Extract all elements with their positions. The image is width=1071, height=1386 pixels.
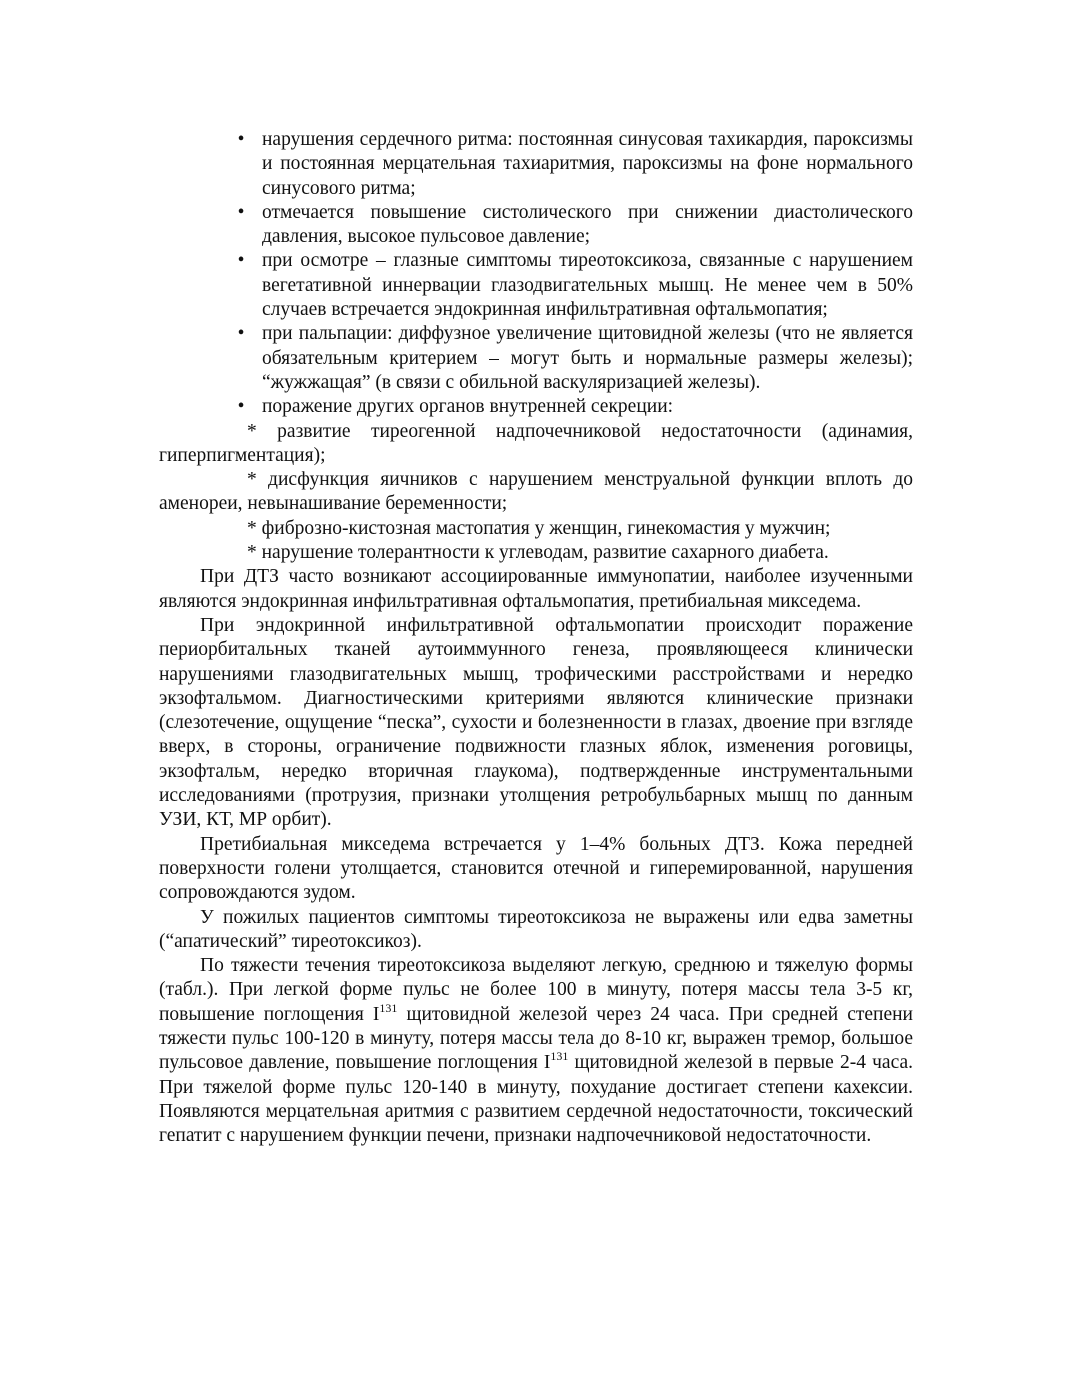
severity-text-2: щитовидной железой через 24 часа. При средней степени тяжести пульс 100-120 в минуту, потеря массы тела до 8-10 кг, выражен тремор, большое пульсовое давление, повышение поглощения I: [159, 1003, 913, 1074]
isotope-superscript: 131: [550, 1049, 569, 1064]
bullet-icon: •: [237, 396, 245, 418]
bullet-item: [159, 128, 913, 201]
bullet-item: [159, 201, 913, 250]
severity-text-1: По тяжести течения тиреотоксикоза выделяют легкую, среднюю и тяжелую формы (табл.). При легкой форме пульс не более 100 в минуту, потеря массы тела 3-5 кг, повышение поглощения I: [159, 955, 913, 1025]
sub-item: * развитие тиреогенной надпочечниковой недостаточности (адинамия, гиперпигментация);: [159, 420, 913, 466]
bullet-item: [159, 395, 913, 419]
bullet-list: [159, 128, 913, 420]
bullet-icon: •: [237, 323, 245, 345]
document-page: [159, 128, 913, 1148]
sub-item: * фиброзно-кистозная мастопатия у женщин, гинекомастия у мужчин;: [247, 517, 831, 539]
severity-text-3: щитовидной железой в первые 2-4 часа. При тяжелой форме пульс 120-140 в минуту, похудание достигает степени кахексии. Появляются мерцательная аритмия с развитием сердечной недостаточности, токсический гепатит с нарушением функции печени, признаки надпочечниковой недостаточности.: [159, 1052, 913, 1147]
bullet-text: при пальпации: диффузное увеличение щитовидной железы (что не является обязательным критерием – могут быть и нормальные размеры железы); “жужжащая” (в связи с обильной васкуляризацией железы).: [262, 323, 913, 393]
bullet-text: отмечается повышение систолического при снижении диастолического давления, высокое пульсовое давление;: [262, 201, 913, 248]
paragraph-myxedema: Претибиальная микседема встречается у 1–4% больных ДТЗ. Кожа передней поверхности голени утолщается, становится отечной и гиперемированной, нарушения сопровождаются зудом.: [159, 833, 913, 904]
paragraph-severity: [159, 954, 913, 1148]
paragraph-elderly: У пожилых пациентов симптомы тиреотоксикоза не выражены или едва заметны (“апатический” тиреотоксикоз).: [159, 906, 913, 952]
bullet-icon: •: [237, 129, 245, 150]
bullet-text: нарушения сердечного ритма: постоянная синусовая тахикардия, пароксизмы и постоянная мерцательная тахиаритмия, пароксизмы на фоне нормального синусового ритма;: [262, 129, 913, 199]
paragraph-ophthalmopathy: При эндокринной инфильтративной офтальмопатии происходит поражение периорбитальных тканей аутоиммунного генеза, проявляющееся клинически нарушениями глазодвигательных мышц, трофическими расстройствами и нередко экзофтальмом. Диагностическими критериями являются клинические признаки (слезотечение, ощущение “песка”, сухости и болезненности в глазах, двоение при взгляде вверх, в стороны, ограничение подвижности глазных яблок, изменения роговицы, экзофтальм, нередко вторичная глаукома), подтвержденные инструментальными исследованиями (протрузия, признаки утолщения ретробульбарных мышц по данным УЗИ, КТ, МР орбит).: [159, 614, 913, 831]
isotope-superscript: 131: [379, 1000, 398, 1015]
bullet-icon: •: [237, 250, 245, 272]
bullet-text: при осмотре – глазные симптомы тиреотоксикоза, связанные с нарушением вегетативной иннервации глазодвигательных мышц. Не менее чем в 50% случаев встречается эндокринная инфильтративная офтальмопатия;: [262, 250, 913, 321]
bullet-item: [159, 249, 913, 322]
paragraph-immunopathies: При ДТЗ часто возникают ассоциированные иммунопатии, наиболее изученными являются эндокринная инфильтративная офтальмопатия, претибиальная микседема.: [159, 566, 913, 612]
sub-item: * нарушение толерантности к углеводам, развитие сахарного диабета.: [247, 542, 829, 564]
bullet-item: [159, 322, 913, 395]
bullet-icon: •: [237, 201, 245, 223]
bullet-text: поражение других органов внутренней секреции:: [262, 396, 674, 418]
sub-item: * дисфункция яичников с нарушением менструальной функции вплоть до аменореи, невынашивание беременности;: [159, 469, 913, 515]
